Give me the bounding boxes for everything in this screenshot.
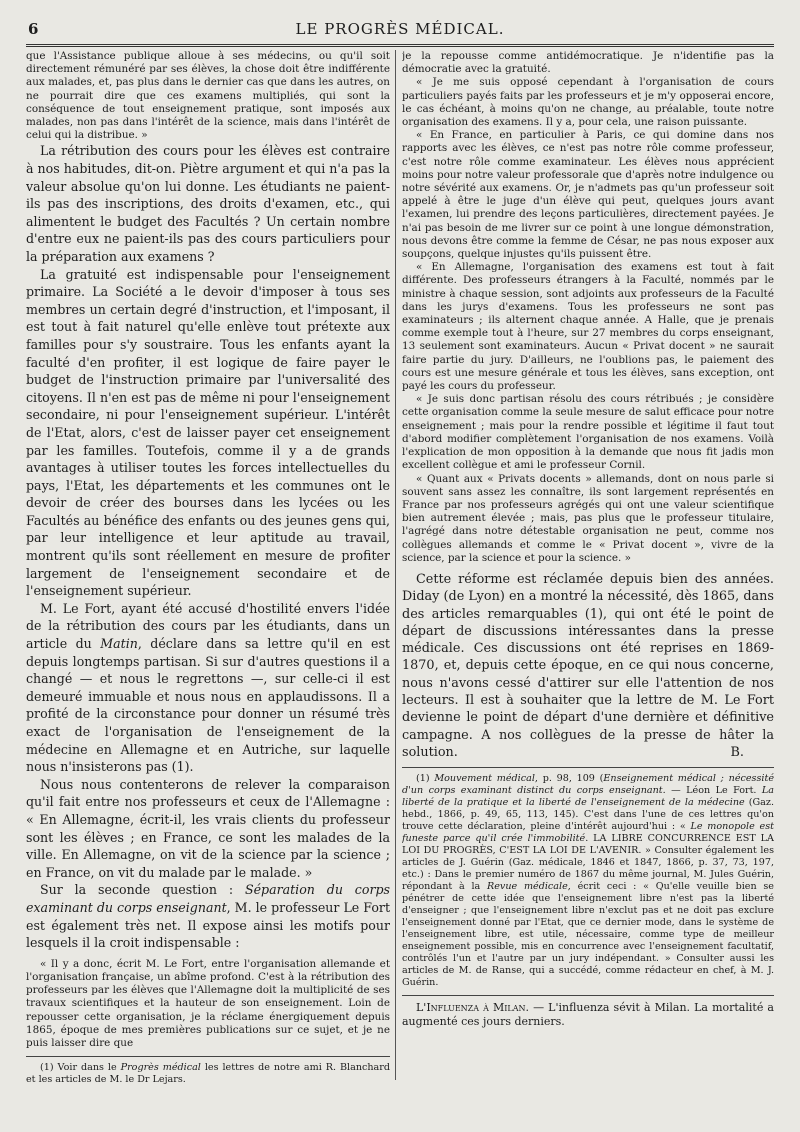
footnote-rule [26,1056,390,1057]
newspaper-name: Matin [100,636,138,652]
quote-block: « En France, en particulier à Paris, ce qui domine dans nos rapports avec les élèves, ce n'est pas notre rôle comme professeur, c'est notre rôle comme examinateur. Les élèves nous apprécient moins pour notre valeur professorale que d'après notre indulgence ou notre sévérité aux examens. Or, je n'admets pas qu'un professeur soit appelé à être le juge d'un élève qui peut, quelques jours avant l'examen, lui prendre des leçons particulières, directement payées. Je n'ai pas besoin de me livrer sur ce point à une longue démonstration, nous devons être comme la femme de César, ne pas nous exposer aux soupçons, quelque injustes qu'ils puissent être. [402,129,774,261]
paragraph: La rétribution des cours pour les élèves est contraire à nos habitudes, dit-on. Piètre argument et qui n'a pas la valeur absolue qu'on lui donne. Les étudiants ne paient-ils pas des inscriptions, des droits d'examen, etc., qui alimentent le budget des Facultés ? Un certain nombre d'entre eux ne paient-ils pas des cours particuliers pour la préparation aux examens ? [26,143,390,264]
signature: B. [730,745,744,761]
column-divider [395,50,396,1080]
right-column [402,50,774,1132]
section-topic: Séparation du corps examinant du corps enseignant [26,882,390,915]
paragraph: Cette réforme est réclamée depuis bien des années. Diday (de Lyon) en a montré la nécessité, dès 1865, dans des articles remarquables (1), qui ont été le point de départ de discussions intéressantes dans la presse médicale. Ces discussions ont été reprises en 1869-1870, et, depuis cette époque, en ce qui nous concerne, nous n'avons cessé d'attirer sur elle l'attention de nos lecteurs. Il est à souhaiter que la lettre de M. Le Fort devienne le point de départ d'une dernière et définitive campagne. A nos collègues de la presse de hâter la solution. [402,571,774,760]
quote-end: que l'Assistance publique alloue à ses médecins, ou qu'il soit directement rémunéré par ses élèves, la chose doit être indifférente aux malades, et, pas plus dans le dernier cas que dans les autres, on ne pourrait dire que ces examens multipliés, qui sont la conséquence de tout enseignement pratique, sont imposés aux malades, non pas dans l'intérêt de la science, mais dans l'intérêt de celui qui la distribue. » [26,50,390,142]
news-item [402,1001,774,1029]
quote-block: je la repousse comme antidémocratique. Je n'identifie pas la démocratie avec la gratuité. [402,50,774,76]
page-header [26,18,774,47]
quote-block: « Je me suis opposé cependant à l'organisation de cours particuliers payés faits par les professeurs et je m'y opposerai encore, le cas échéant, à moins qu'on ne change, au préalable, toute notre organisation des examens. Il y a, pour cela, une raison puissante. [402,76,774,129]
quote-block: « Je suis donc partisan résolu des cours rétribués ; je considère cette organisation comme la seule mesure de salut efficace pour notre enseignement ; mais pour la rendre possible et légitime il faut tout d'abord modifier complètement l'organisation de nos examens. Voilà l'explication de mon opposition à la demande que nous fit jadis mon excellent collègue et ami le professeur Cornil. [402,393,774,472]
paragraph: La gratuité est indispensable pour l'enseignement primaire. La Société a le devoir d'imposer à tous ses membres un certain degré d'instruction, et l'imposant, il est tout à fait naturel qu'elle enlève tout prétexte aux familles pour s'y soustraire. Tous les enfants ayant la faculté d'en profiter, il est logique de faire payer le budget de l'instruction primaire par l'universalité des citoyens. Il n'en est pas de même ni pour l'enseignement secondaire, ni pour l'enseignement supérieur. L'intérêt de l'Etat, alors, c'est de laisser payer cet enseignement par les familles. Toutefois, comme il y a de grands avantages à utiliser toutes les forces intellectuelles du pays, l'Etat, les départements et les communes ont le devoir de créer des bourses dans les lycées ou les Facultés au bénéfice des enfants ou des jeunes gens qui, par leur intelligence et leur aptitude au travail, montrent qu'ils sont réellement en mesure de profiter largement de l'enseignement secondaire et de l'enseignement supérieur. [26,266,390,599]
footnote-rule [402,767,774,768]
paragraph: Sur la seconde question : Séparation du corps examinant du corps enseignant, M. le professeur Le Fort est également très net. Il expose ainsi les motifs pour lesquels il la croit indispensable : [26,882,390,951]
paragraph: M. Le Fort, ayant été accusé d'hostilité envers l'idée de la rétribution des cours par les étudiants, dans un article du Matin, déclare dans sa lettre qu'il en est depuis longtemps partisan. Si sur d'autres questions il a changé — et nous le regrettons —, sur celle-ci il est demeuré immuable et nous nous en applaudissons. Il a profité de la circonstance pour donner un résumé très exact de l'organisation de l'enseignement de la médecine en Allemagne et en Autriche, sur laquelle nous n'insisterons pas (1). [26,600,390,775]
footnote: (1) Mouvement médical, p. 98, 109 (Enseignement médical ; nécessité d'un corps examinant distinct du corps enseignant. — Léon Le Fort. La liberté de la pratique et la liberté de l'enseignement de la médecine (Gaz. hebd., 1866, p. 49, 65, 113, 145). C'est dans l'une de ces lettres qu'on trouve cette déclaration, pleine d'intérêt aujourd'hui : « Le monopole est funeste parce qu'il crée l'immobilité. LA LIBRE CONCURRENCE EST LA LOI DU PROGRÈS, C'EST LA LOI DE L'AVENIR. » Consulter également les articles de J. Guérin (Gaz. médicale, 1846 et 1847, 1866, p. 37, 73, 197, etc.) : Dans le premier numéro de 1867 du même journal, M. Jules Guérin, répondant à la Revue médicale, écrit ceci : « Qu'elle veuille bien se pénétrer de cette idée que l'enseignement libre n'est pas la liberté d'enseigner ; que l'enseignement libre n'exclut pas et ne doit pas exclure l'enseignement donné par l'Etat, que ce dernier mode, dans le système de l'enseignement libre, est utile, nécessaire, comme type de meilleur enseignement possible, mis en concurrence avec l'enseignement facultatif, contrôlés l'un et l'autre par un jury indépendant. » Consulter aussi les articles de M. de Ranse, qui a succédé, comme rédacteur en chef, à M. J. Guérin. [402,773,774,989]
section-rule [402,995,774,996]
footnote: (1) Voir dans le Progrès médical les lettres de notre ami R. Blanchard et les articles de M. le Dr Lejars. [26,1062,390,1086]
text-columns [26,50,774,1132]
paragraph: Nous nous contenterons de relever la comparaison qu'il fait entre nos professeurs et ceux de l'Allemagne : « En Allemagne, écrit-il, les vrais clients du professeur sont les élèves ; en France, ce sont les malades de la ville. En Allemagne, on vit de la science par la science ; en France, on vit du malade par le malade. » [26,776,390,880]
quote-block: « Il y a donc, écrit M. Le Fort, entre l'organisation allemande et l'organisation française, un abîme profond. C'est à la rétribution des professeurs par les élèves que l'Allemagne doit la multiplicité de ses travaux scientifiques et la hauteur de son enseignement. Loin de repousser cette organisation, je la réclame énergiquement depuis 1865, époque de mes premières publications sur ce sujet, et je ne puis laisser dire que [26,957,390,1049]
news-title: L'Influenza à Milan. [416,1001,529,1015]
news-text: — L'influenza sévit à Milan. La mortalité a augmenté ces jours derniers. [402,1001,774,1029]
quote-block: « Quant aux « Privats docents » allemands, dont on nous parle si souvent sans assez les connaître, ils sont largement représentés en France par nos professeurs agrégés qui ont une valeur scientifique bien autrement élevée ; mais, pas plus que le professeur titulaire, l'agrégé dans notre détestable organisation ne peut, comme nos collègues allemands et comme le « Privat docent », vivre de la science, par la science et pour la science. » [402,472,774,564]
quote-block: « En Allemagne, l'organisation des examens est tout à fait différente. Des professeurs étrangers à la Faculté, nommés par le ministre à chaque session, sont adjoints aux professeurs de la Faculté dans les jurys d'examens. Tous les professeurs ne sont pas examinateurs ; ils alternent chaque année. A Halle, que je prenais comme exemple tout à l'heure, sur 27 membres du corps enseignant, 13 seulement sont examinateurs. Aucun « Privat docent » ne saurait faire partie du jury. D'ailleurs, ne l'oublions pas, le paiement des cours est une mesure générale et tous les élèves, sans exception, ont payé les cours du professeur. [402,261,774,393]
left-column [26,50,390,1132]
journal-title: LE PROGRÈS MÉDICAL. [295,20,505,38]
page-number: 6 [28,20,39,38]
